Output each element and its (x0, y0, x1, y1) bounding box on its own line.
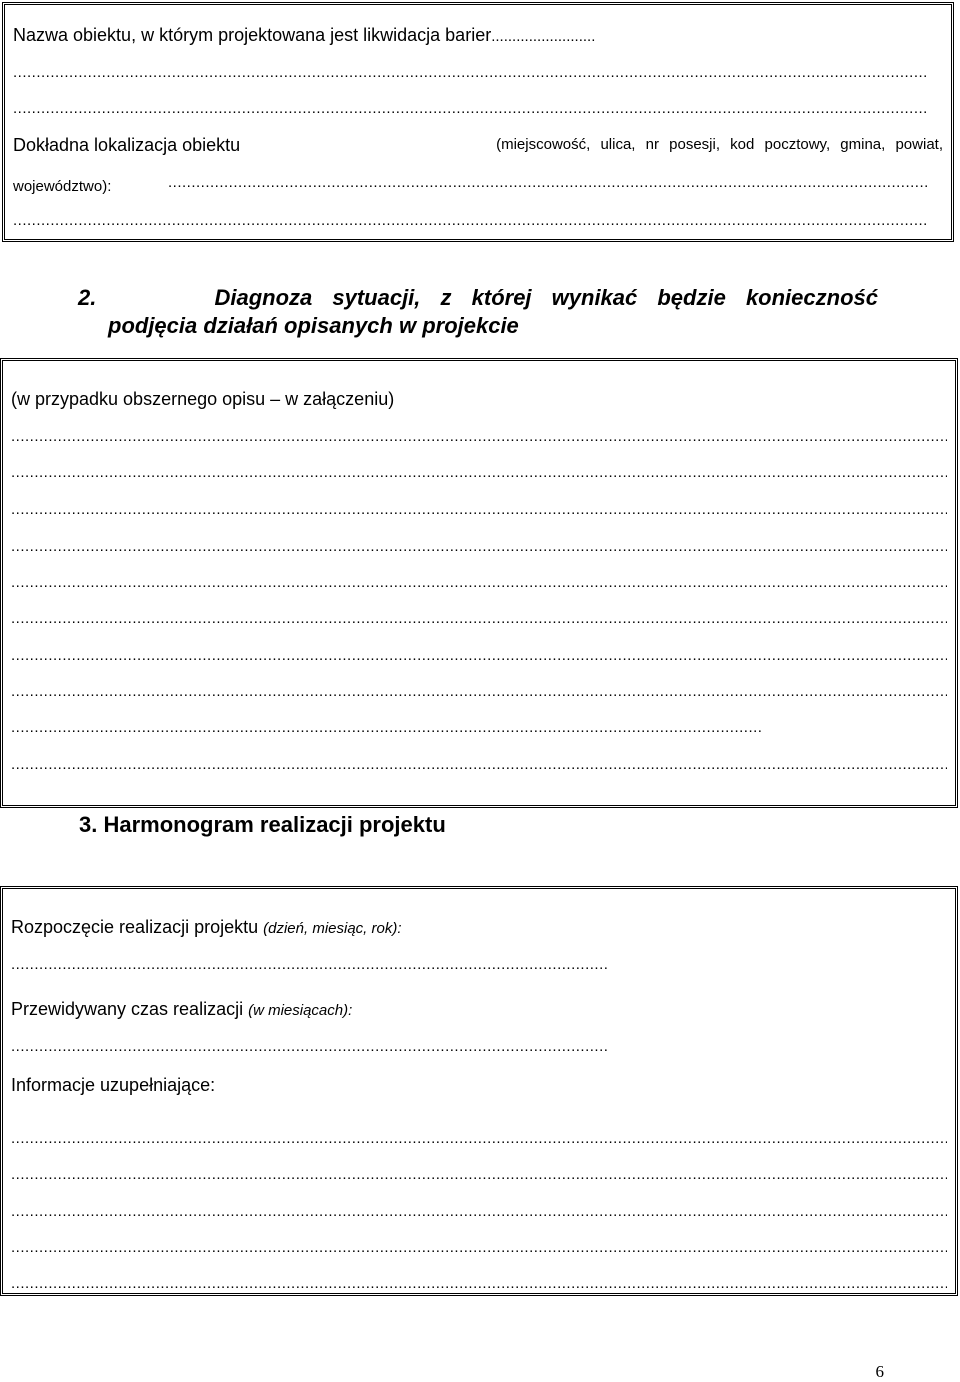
diagnosis-fill-line-9[interactable] (11, 718, 763, 738)
section-2-title-line1: Diagnoza sytuacji, z której wynikać będzie konieczność (214, 285, 878, 310)
page-number: 6 (875, 1362, 884, 1381)
duration-label: Przewidywany czas realizacji (11, 999, 244, 1019)
object-info-box (2, 2, 954, 242)
diagnosis-fill-line-8[interactable] (11, 682, 947, 702)
location-label: Dokładna lokalizacja obiektu (13, 135, 241, 155)
duration-row (11, 999, 352, 1021)
section-2-heading (78, 284, 908, 340)
info-fill-line-3[interactable] (11, 1202, 947, 1222)
object-name-fill-line-2[interactable] (13, 99, 929, 119)
start-fill-line[interactable] (11, 955, 607, 975)
diagnosis-fill-line-7[interactable] (11, 646, 947, 666)
section-2-number: 2. (78, 285, 97, 310)
diagnosis-note: (w przypadku obszernego opisu – w załączeniu) (11, 389, 395, 409)
diagnosis-fill-line-4[interactable] (11, 537, 947, 557)
diagnosis-fill-line-6[interactable] (11, 609, 947, 629)
start-label: Rozpoczęcie realizacji projektu (11, 917, 259, 937)
diagnosis-fill-line-5[interactable] (11, 573, 947, 593)
location-label-row (13, 135, 943, 155)
info-fill-line-1[interactable] (11, 1129, 947, 1149)
info-fill-line-2[interactable] (11, 1165, 947, 1185)
location-hint: (miejscowość, ulica, nr posesji, kod pocztowy, gmina, powiat, (496, 136, 943, 153)
diagnosis-fill-line-1[interactable] (11, 427, 947, 447)
duration-hint: (w miesiącach): (248, 1002, 353, 1019)
info-label: Informacje uzupełniające: (11, 1075, 216, 1095)
object-name-fill-line-1[interactable] (13, 63, 929, 83)
duration-fill-line[interactable] (11, 1037, 607, 1057)
section-2-title-line2: podjęcia działań opisanych w projekcie (108, 313, 519, 338)
diagnosis-fill-line-10[interactable] (11, 755, 947, 775)
diagnosis-fill-line-2[interactable] (11, 463, 947, 483)
section-3-heading: 3. Harmonogram realizacji projektu (79, 812, 446, 837)
schedule-box (0, 886, 958, 1296)
info-fill-line-5[interactable] (11, 1274, 947, 1294)
object-name-label: Nazwa obiektu, w którym projektowana jest likwidacja barier......................... (13, 25, 596, 45)
diagnosis-fill-line-3[interactable] (11, 500, 947, 520)
object-name-text: Nazwa obiektu, w którym projektowana jest likwidacja barier (13, 25, 492, 45)
location-fill-line-1[interactable] (168, 173, 928, 193)
start-row (11, 917, 402, 939)
location-fill-line-2[interactable] (13, 211, 929, 231)
diagnosis-box (0, 358, 958, 837)
location-hint-cont: województwo): (13, 178, 112, 195)
info-fill-line-4[interactable] (11, 1238, 947, 1258)
start-hint: (dzień, miesiąc, rok): (263, 920, 402, 937)
